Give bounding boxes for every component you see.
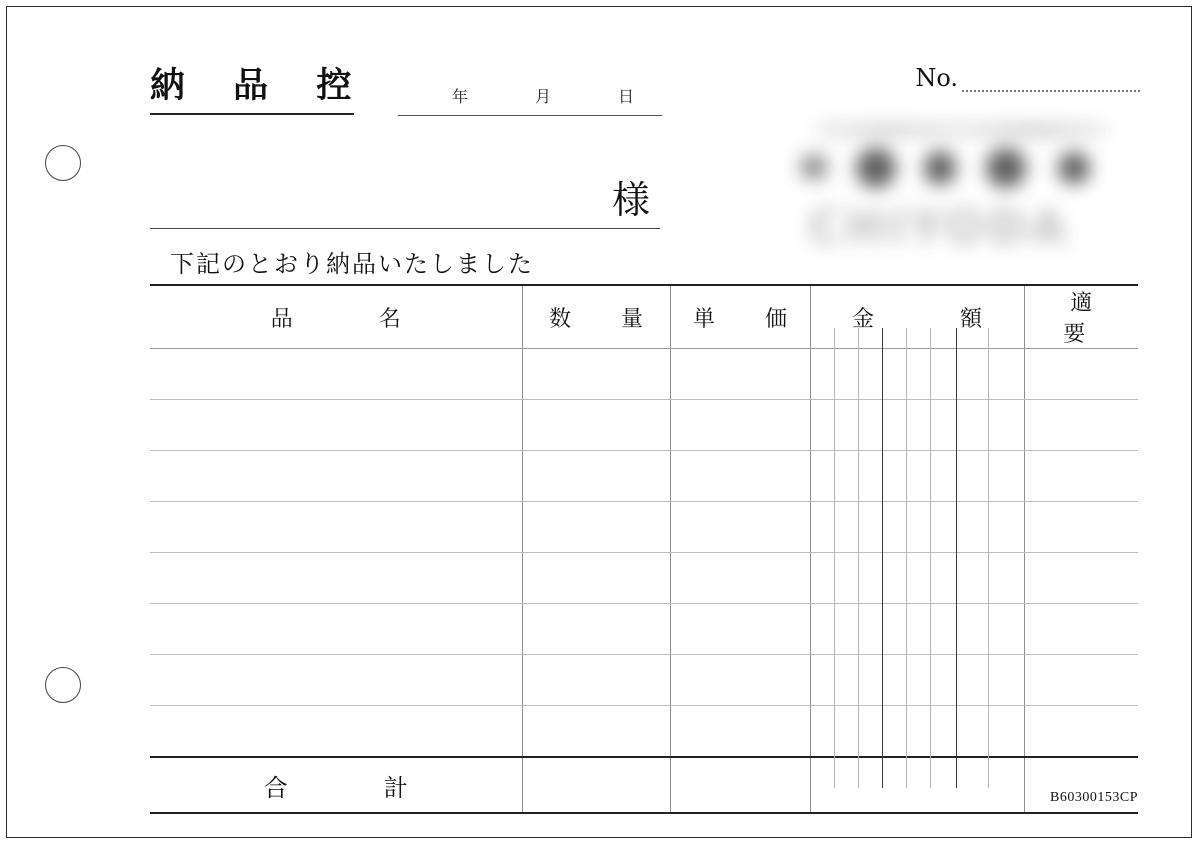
date-year-label: 年	[452, 87, 469, 106]
table-row[interactable]	[150, 553, 1138, 604]
customer-name-field[interactable]	[150, 180, 660, 229]
cell-amount[interactable]	[810, 502, 1024, 553]
table-header-row	[150, 285, 1138, 349]
cell-amount[interactable]	[810, 706, 1024, 758]
punch-hole-top	[45, 145, 81, 181]
cell-unit-price[interactable]	[670, 706, 810, 758]
cell-item[interactable]	[150, 553, 522, 604]
cell-amount[interactable]	[810, 451, 1024, 502]
slip-number-label: No.	[915, 64, 958, 92]
cell-unit-price[interactable]	[670, 400, 810, 451]
cell-item[interactable]	[150, 502, 522, 553]
table-row[interactable]	[150, 349, 1138, 400]
date-underline	[398, 115, 662, 116]
table-row[interactable]	[150, 400, 1138, 451]
cell-amount[interactable]	[810, 553, 1024, 604]
cell-item[interactable]	[150, 655, 522, 706]
column-header-unit-price: 単 価	[670, 285, 810, 349]
cell-qty[interactable]	[522, 706, 670, 758]
cell-amount[interactable]	[810, 349, 1024, 400]
logo-wordmark: CHIYODA	[808, 200, 1070, 254]
table-row[interactable]	[150, 604, 1138, 655]
cell-item[interactable]	[150, 400, 522, 451]
cell-unit-price[interactable]	[670, 604, 810, 655]
table-row[interactable]	[150, 451, 1138, 502]
cell-unit-price[interactable]	[670, 451, 810, 502]
form-code: B60300153CP	[1050, 790, 1138, 805]
company-logo-blurred	[782, 118, 1142, 273]
logo-mark-4	[986, 148, 1026, 188]
cell-remarks[interactable]	[1024, 655, 1138, 706]
cell-remarks[interactable]	[1024, 553, 1138, 604]
cell-remarks[interactable]	[1024, 502, 1138, 553]
cell-qty[interactable]	[522, 553, 670, 604]
slip-number-field[interactable]	[915, 64, 1140, 92]
cell-unit-price[interactable]	[670, 502, 810, 553]
table-row[interactable]	[150, 655, 1138, 706]
cell-remarks[interactable]	[1024, 451, 1138, 502]
logo-mark-5	[1058, 152, 1090, 184]
cell-qty[interactable]	[522, 604, 670, 655]
cell-item[interactable]	[150, 451, 522, 502]
column-header-item: 品 名	[150, 285, 522, 349]
total-amount[interactable]	[810, 757, 1024, 813]
column-header-qty: 数 量	[522, 285, 670, 349]
cell-qty[interactable]	[522, 451, 670, 502]
cell-amount[interactable]	[810, 655, 1024, 706]
date-field[interactable]	[398, 84, 662, 116]
cell-unit-price[interactable]	[670, 655, 810, 706]
punch-hole-bottom	[45, 667, 81, 703]
customer-honorific: 様	[611, 178, 650, 222]
customer-underline	[150, 228, 660, 229]
logo-top-band	[816, 124, 1106, 136]
cell-remarks[interactable]	[1024, 604, 1138, 655]
cell-remarks[interactable]	[1024, 349, 1138, 400]
table-row[interactable]	[150, 502, 1138, 553]
date-month-label: 月	[534, 87, 551, 106]
cell-qty[interactable]	[522, 400, 670, 451]
delivery-statement: 下記のとおり納品いたしました	[170, 250, 534, 278]
cell-amount[interactable]	[810, 604, 1024, 655]
column-header-remarks: 適 要	[1024, 285, 1138, 349]
cell-qty[interactable]	[522, 655, 670, 706]
title-underline	[150, 113, 354, 115]
column-header-amount: 金 額	[810, 285, 1024, 349]
table-total-row	[150, 757, 1138, 813]
table-row[interactable]	[150, 706, 1138, 758]
total-qty[interactable]	[522, 757, 670, 813]
line-items-table	[150, 284, 1143, 814]
page-title: 納 品 控	[150, 65, 370, 106]
total-label: 合 計	[150, 757, 522, 813]
cell-item[interactable]	[150, 604, 522, 655]
cell-unit-price[interactable]	[670, 553, 810, 604]
cell-remarks[interactable]	[1024, 400, 1138, 451]
cell-unit-price[interactable]	[670, 349, 810, 400]
cell-item[interactable]	[150, 349, 522, 400]
total-unit-price[interactable]	[670, 757, 810, 813]
document-title-block	[150, 65, 370, 115]
logo-mark-1	[800, 154, 828, 180]
cell-qty[interactable]	[522, 502, 670, 553]
date-day-label: 日	[617, 87, 634, 106]
cell-item[interactable]	[150, 706, 522, 758]
cell-amount[interactable]	[810, 400, 1024, 451]
logo-mark-2	[856, 148, 896, 188]
slip-number-dotted-line[interactable]	[962, 68, 1140, 92]
cell-qty[interactable]	[522, 349, 670, 400]
logo-mark-3	[924, 151, 956, 185]
cell-remarks[interactable]	[1024, 706, 1138, 758]
